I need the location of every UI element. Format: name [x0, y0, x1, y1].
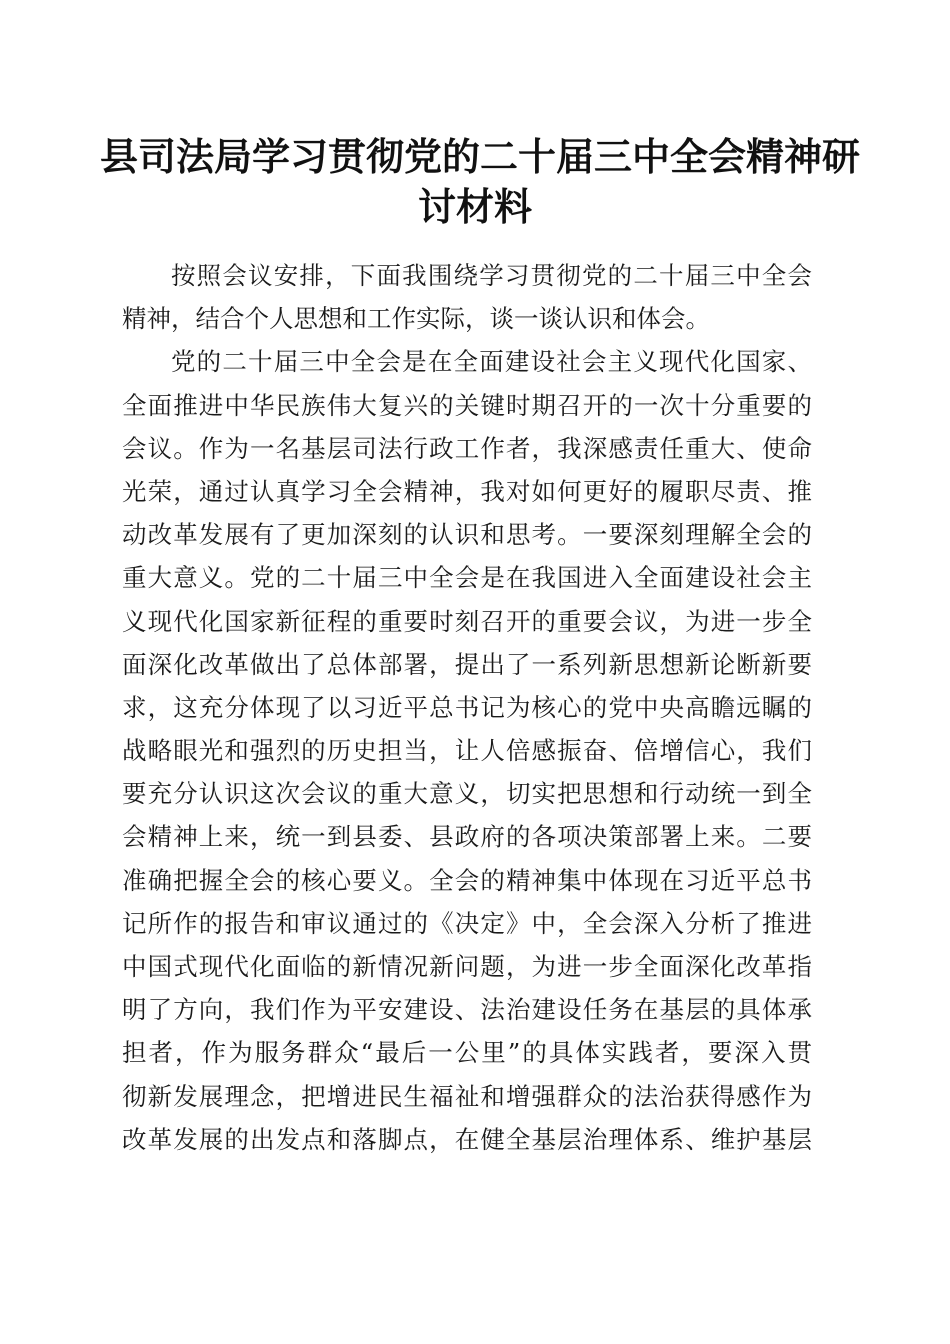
paragraph-2-line: 动改革发展有了更加深刻的认识和思考。一要深刻理解全会的 — [122, 520, 812, 550]
paragraph-2-line: 党的二十届三中全会是在全面建设社会主义现代化国家、 — [171, 347, 812, 377]
paragraph-2-line: 彻新发展理念，把增进民生福祉和增强群众的法治获得感作为 — [122, 1081, 812, 1111]
document-body — [122, 254, 812, 1161]
paragraph-2-line: 义现代化国家新征程的重要时刻召开的重要会议，为进一步全 — [122, 606, 812, 636]
title-line-1: 县司法局学习贯彻党的二十届三中全会精神研 — [100, 134, 861, 179]
paragraph-2-line: 改革发展的出发点和落脚点，在健全基层治理体系、维护基层 — [122, 1124, 812, 1154]
paragraph-2-line: 担者，作为服务群众“最后一公里”的具体实践者，要深入贯 — [122, 1038, 812, 1068]
paragraph-2-line: 会精神上来，统一到县委、县政府的各项决策部署上来。二要 — [122, 822, 812, 852]
paragraph-2-line: 准确把握全会的核心要义。全会的精神集中体现在习近平总书 — [122, 865, 812, 895]
paragraph-2-line: 重大意义。党的二十届三中全会是在我国进入全面建设社会主 — [122, 563, 812, 593]
title-line-2: 讨材料 — [417, 184, 532, 229]
paragraph-2-line: 全面推进中华民族伟大复兴的关键时期召开的一次十分重要的 — [122, 390, 812, 420]
paragraph-2-line: 面深化改革做出了总体部署，提出了一系列新思想新论断新要 — [122, 649, 812, 679]
paragraph-2-line: 战略眼光和强烈的历史担当，让人倍感振奋、倍增信心，我们 — [122, 736, 812, 766]
paragraph-2-line: 会议。作为一名基层司法行政工作者，我深感责任重大、使命 — [122, 433, 812, 463]
document-title — [100, 132, 861, 232]
paragraph-1-line: 按照会议安排，下面我围绕学习贯彻党的二十届三中全会 — [171, 261, 812, 290]
paragraph-2-line: 要充分认识这次会议的重大意义，切实把思想和行动统一到全 — [122, 779, 812, 809]
paragraph-2-line: 记所作的报告和审议通过的《决定》中，全会深入分析了推进 — [122, 908, 812, 938]
paragraph-2-line: 光荣，通过认真学习全会精神，我对如何更好的履职尽责、推 — [122, 476, 812, 506]
paragraph-2-line: 求，这充分体现了以习近平总书记为核心的党中央高瞻远瞩的 — [122, 692, 812, 722]
paragraph-1-line: 精神，结合个人思想和工作实际，谈一谈认识和体会。 — [122, 304, 710, 334]
paragraph-2-line: 明了方向，我们作为平安建设、法治建设任务在基层的具体承 — [122, 995, 812, 1025]
paragraph-2-line: 中国式现代化面临的新情况新问题，为进一步全面深化改革指 — [122, 952, 812, 981]
